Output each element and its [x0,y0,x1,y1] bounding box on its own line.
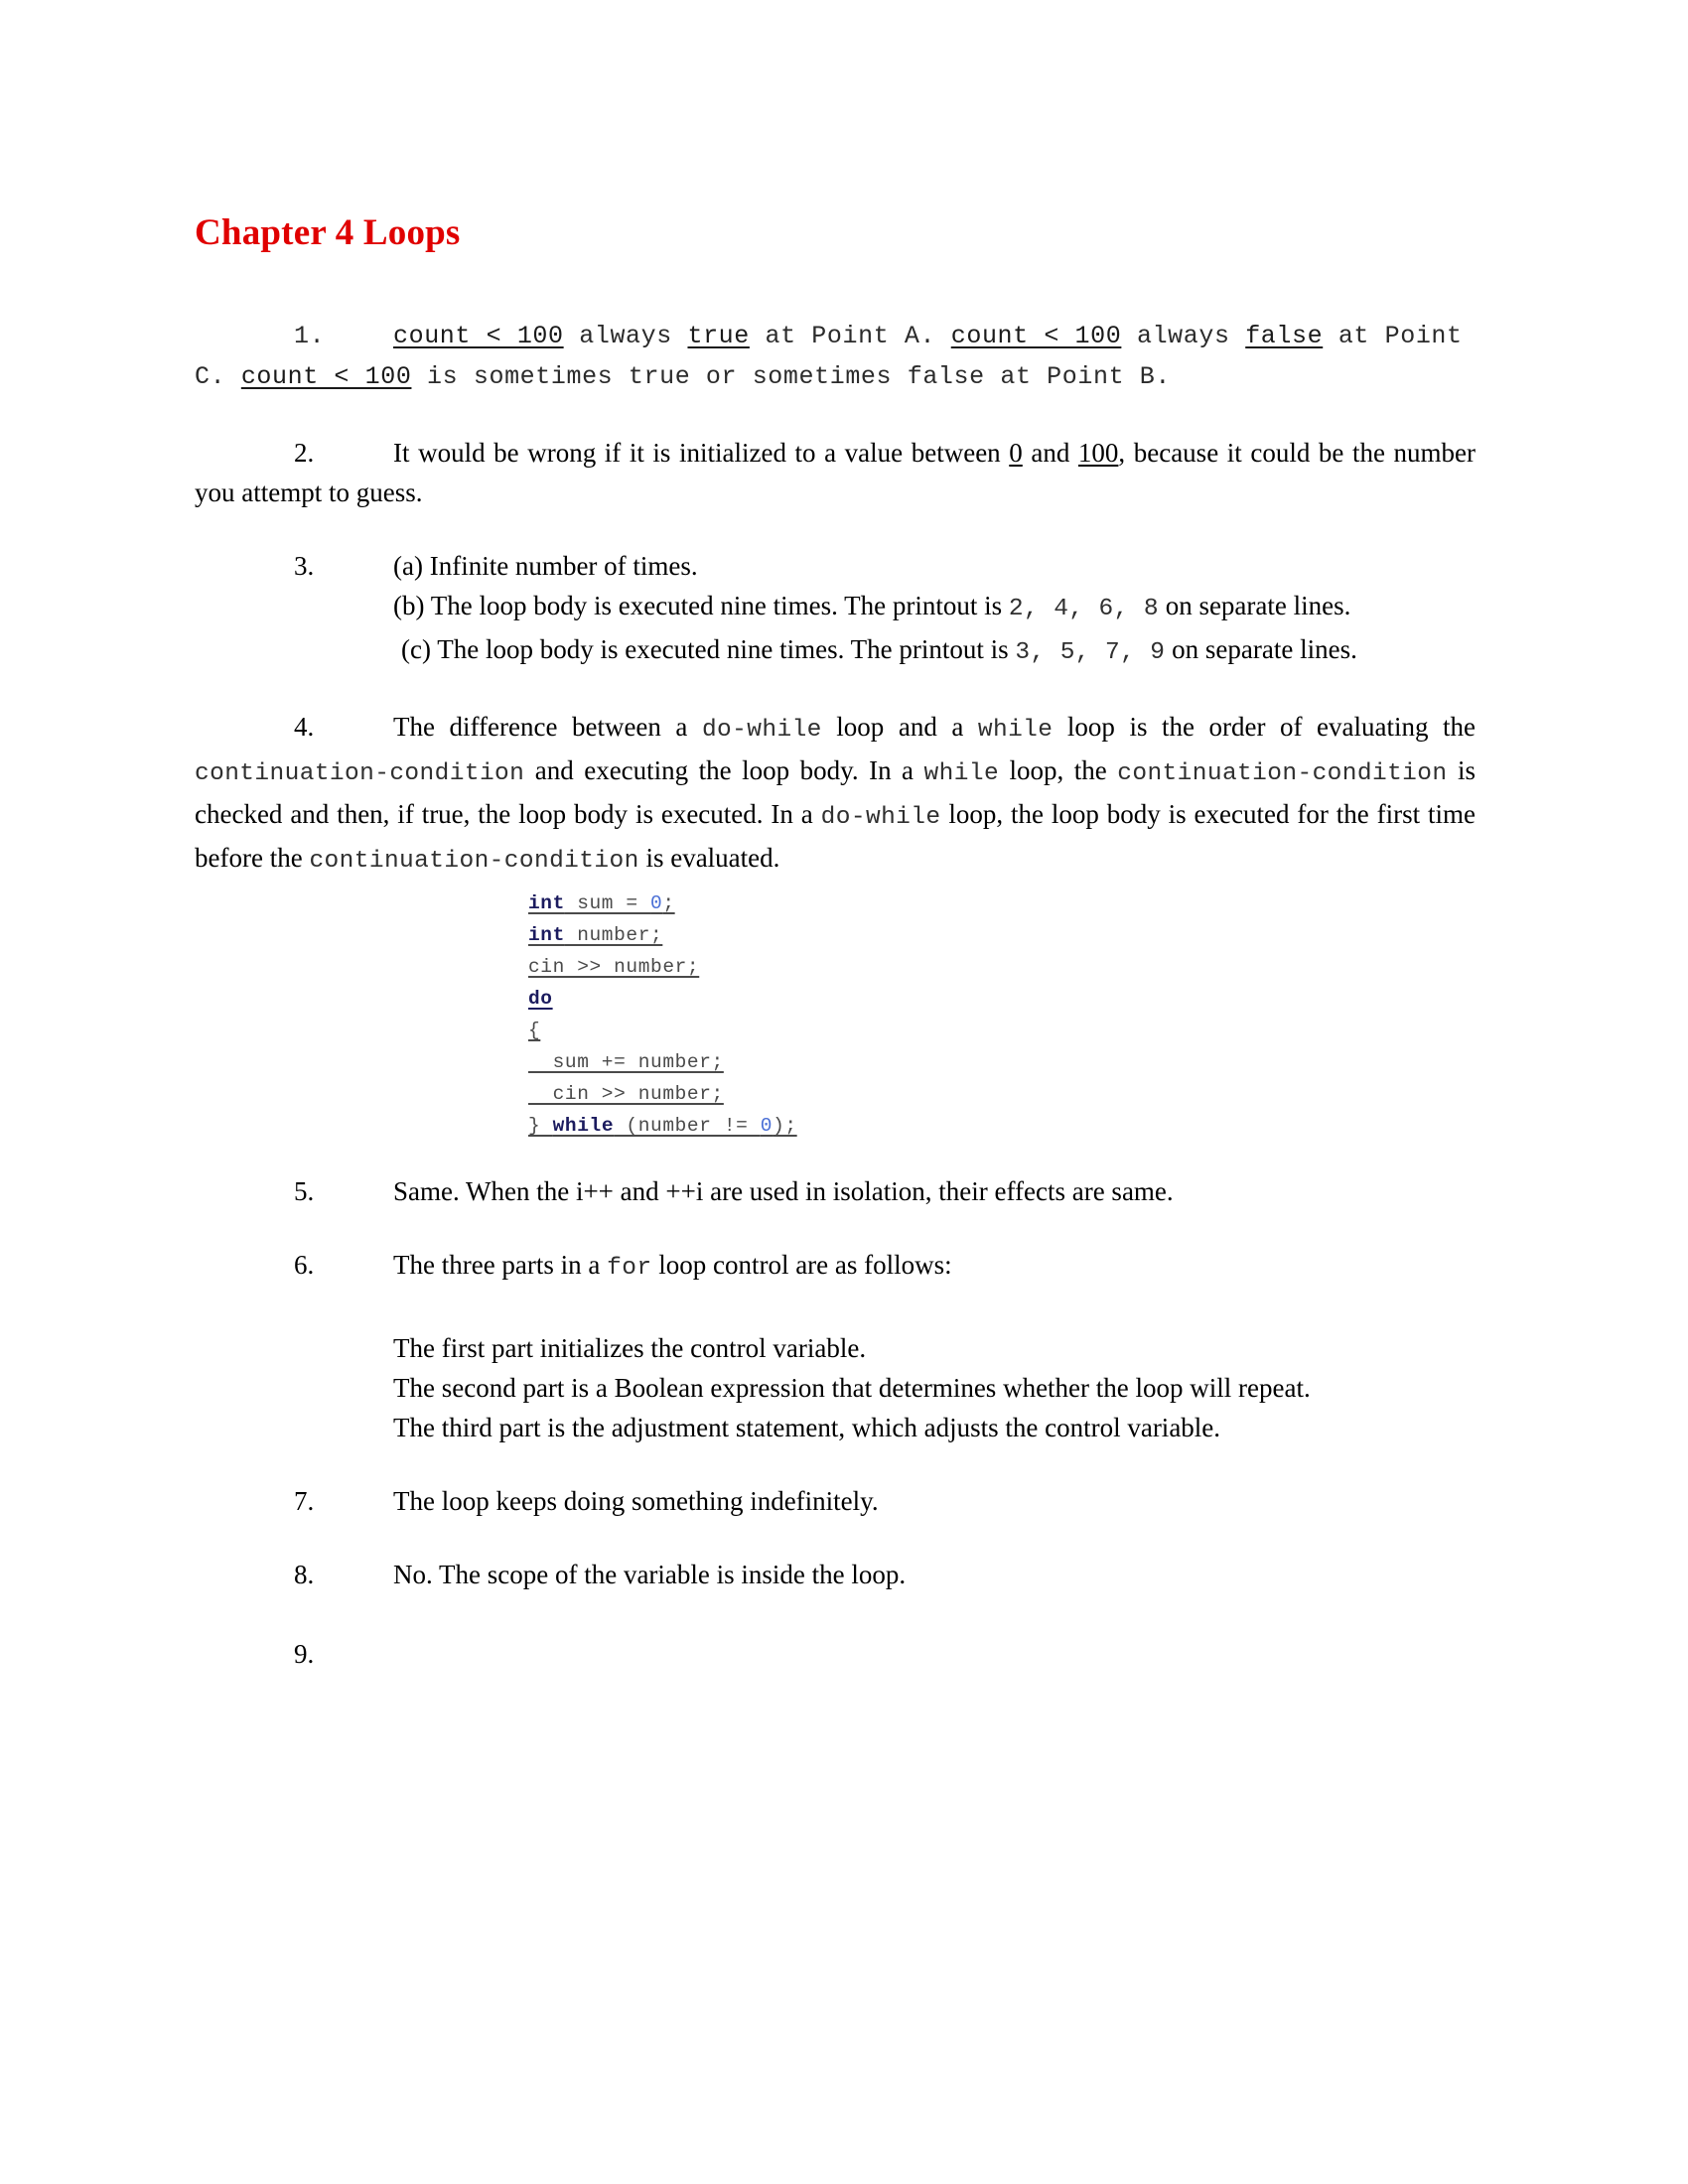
answer-2-underline-100: 100 [1077,437,1119,468]
answer-1-text-1: always [563,321,688,350]
answer-3-part-b-code: 2, 4, 6, 8 [1008,595,1159,622]
answer-8-number: 8. [294,1559,315,1589]
answer-3-part-c-code: 3, 5, 7, 9 [1015,638,1166,666]
answer-item-2 [195,433,1476,512]
answer-5-number: 5. [294,1175,315,1206]
answer-4-text-3: loop is the order of evaluating the [1053,711,1476,742]
code-keyword-while: while [552,1114,615,1137]
answer-4-text-5: loop, the [999,754,1118,785]
code-line-1 [528,887,1476,919]
code-keyword-do: do [528,987,553,1010]
answer-3-part-c-post: on separate lines. [1165,633,1357,664]
answer-2-text-2: and [1022,437,1078,468]
code-line-8 [528,1110,1476,1142]
answer-3-number: 3. [294,550,315,581]
code-line-5 [528,1015,1476,1046]
answer-1-text-2: at Point A. [749,321,951,350]
answer-4-text-1: The difference between a [393,711,702,742]
answer-4-code-5: continuation-condition [1117,759,1448,787]
answer-4-text-4: and executing the loop body. In a [524,754,924,785]
answer-2-number: 2. [294,437,315,468]
answer-6-text-2: loop control are as follows: [651,1249,952,1280]
answer-item-5 [195,1171,1476,1211]
answer-4-text-6: is checked and then, if true, the loop body is executed. In a [195,754,1476,829]
code-line-4 [528,983,1476,1015]
code-line-1-mid: sum = [564,891,651,914]
code-line-5-text: { [528,1019,541,1041]
answer-6-list [195,1328,1476,1447]
answer-item-7 [195,1481,1476,1521]
answer-6-code-for: for [607,1254,652,1282]
answer-5-text: Same. When the i++ and ++i are used in isolation, their effects are same. [393,1175,1174,1206]
answer-4-code-3: continuation-condition [195,759,525,787]
answer-4-text-2: loop and a [821,711,978,742]
answer-3-part-c-pre: (c) The loop body is executed nine times. The printout is [401,633,1016,664]
answer-9-number: 9. [294,1638,315,1669]
answer-4-text-8: is evaluated. [638,842,780,873]
answer-6-text-1: The three parts in a [393,1249,608,1280]
answer-2-underline-0: 0 [1009,437,1023,468]
answer-7-number: 7. [294,1485,315,1516]
answer-item-3 [195,546,1476,673]
code-line-3-text: cin >> number; [528,955,700,978]
code-block [195,887,1476,1142]
answer-item-1 [195,316,1476,397]
code-line-2 [528,919,1476,951]
answer-4-code-2: while [977,716,1054,744]
answer-3-part-a: (a) Infinite number of times. [393,550,698,581]
answer-4-code-4: while [923,759,1000,787]
answer-3-part-b-post: on separate lines. [1158,590,1351,620]
answer-2-text-1: It would be wrong if it is initialized to a value between [393,437,1010,468]
answer-1-text-3: always [1121,321,1246,350]
answer-1-code-3: count < 100 [950,321,1122,350]
answer-3-part-b-pre: (b) The loop body is executed nine times. The printout is [393,590,1009,620]
answer-6-number: 6. [294,1249,315,1280]
answer-1-text-5: is sometimes true or sometimes false at Point B. [411,361,1171,391]
answer-7-text: The loop keeps doing something indefinitely. [393,1485,879,1516]
code-line-8-mid: (number != [614,1114,761,1137]
code-literal-zero-2: 0 [760,1114,774,1137]
answer-6-list-item-3: The third part is the adjustment statement, which adjusts the control variable. [393,1412,1221,1442]
page-title: Chapter 4 Loops [195,212,461,253]
answer-item-4 [195,707,1476,882]
answer-1-code-2: true [687,321,750,350]
answer-1-code-1: count < 100 [393,321,564,350]
code-line-7-text: cin >> number; [528,1082,724,1105]
answer-item-9 [195,1634,1476,1674]
answer-item-8 [195,1555,1476,1594]
code-line-1-end: ; [662,891,675,914]
answer-4-code-6: do-while [820,803,941,831]
code-line-8-brace: } [528,1114,553,1137]
answer-1-code-4: false [1245,321,1324,350]
answer-2-text-3: , because it could be the number you attempt to guess. [195,437,1476,507]
code-line-6 [528,1046,1476,1078]
code-line-6-text: sum += number; [528,1050,724,1073]
answer-item-6 [195,1245,1476,1289]
answer-4-code-1: do-while [701,716,822,744]
code-keyword-int: int [528,891,565,914]
answer-1-text-4: at Point C. [195,321,1463,391]
code-literal-zero: 0 [650,891,663,914]
code-line-8-end: ); [773,1114,797,1137]
document-content [195,213,1476,1707]
answer-1-number: 1. [294,321,326,350]
code-line-7 [528,1078,1476,1110]
answer-4-text-7: loop, the loop body is executed for the first time before the [195,798,1476,873]
answer-6-list-item-1: The first part initializes the control variable. [393,1332,867,1363]
answer-6-spacer [195,1289,1476,1328]
answer-4-number: 4. [294,711,315,742]
answer-1-code-5: count < 100 [240,361,412,391]
code-keyword-int-2: int [528,923,565,946]
answer-8-text: No. The scope of the variable is inside the loop. [393,1559,907,1589]
code-line-3 [528,951,1476,983]
answer-4-code-7: continuation-condition [309,847,639,875]
answer-6-list-item-2: The second part is a Boolean expression that determines whether the loop will repeat. [393,1372,1311,1403]
code-line-2-rest: number; [564,923,663,946]
